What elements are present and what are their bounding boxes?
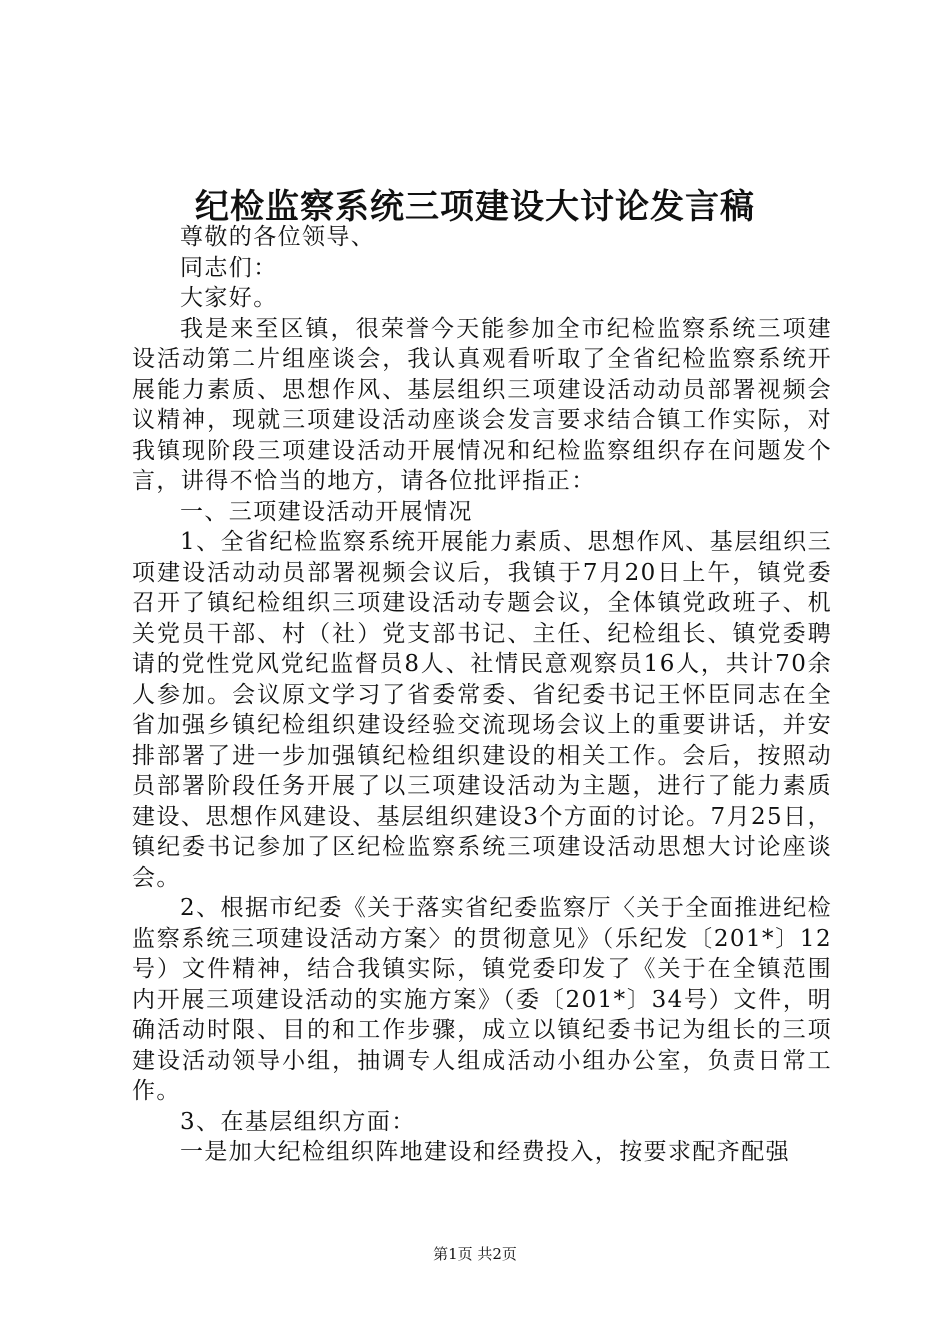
intro-paragraph: 我是来至区镇，很荣誉今天能参加全市纪检监察系统三项建设活动第二片组座谈会，我认真观看听取了全省纪检监察系统开展能力素质、思想作风、基层组织三项建设活动动员部署视频会议精神，现就三项建设活动座谈会发言要求结合镇工作实际，对我镇现阶段三项建设活动开展情况和纪检监察组织存在问题发个言，讲得不恰当的地方，请各位批评指正：: [132, 315, 832, 494]
document-title: 纪检监察系统三项建设大讨论发言稿: [195, 187, 755, 227]
paragraph-item-3: 3、在基层组织方面：: [180, 1108, 416, 1135]
greeting-line: 大家好。: [180, 285, 278, 311]
document-body: [132, 222, 832, 1168]
salutation-line-1: 尊敬的各位领导、: [180, 224, 376, 250]
paragraph-item-1: 1、全省纪检监察系统开展能力素质、思想作风、基层组织三项建设活动动员部署视频会议后，我镇于7月20日上午，镇党委召开了镇纪检组织三项建设活动专题会议，全体镇党政班子、机关党员干部、村（社）党支部书记、主任、纪检组长、镇党委聘请的党性党风党纪监督员8人、社情民意观察员16人，共计70余人参加。会议原文学习了省委常委、省纪委书记王怀臣同志在全省加强乡镇纪检组织建设经验交流现场会议上的重要讲话，并安排部署了进一步加强镇纪检组织建设的相关工作。会后，按照动员部署阶段任务开展了以三项建设活动为主题，进行了能力素质建设、思想作风建设、基层组织建设3个方面的讨论。7月25日，镇纪委书记参加了区纪检监察系统三项建设活动思想大讨论座谈会。: [132, 529, 832, 891]
salutation-line-2: 同志们：: [180, 254, 278, 281]
page-footer: 第1页 共2页: [433, 1245, 517, 1263]
paragraph-point-1: 一是加大纪检组织阵地建设和经费投入，按要求配齐配强: [180, 1139, 790, 1165]
paragraph-item-2: 2、根据市纪委《关于落实省纪委监察厅〈关于全面推进纪检监察系统三项建设活动方案〉的贯彻意见》（乐纪发〔201*〕12号）文件精神，结合我镇实际，镇党委印发了《关于在全镇范围内开展三项建设活动的实施方案》（委〔201*〕34号）文件，明确活动时限、目的和工作步骤，成立以镇纪委书记为组长的三项建设活动领导小组，抽调专人组成活动小组办公室，负责日常工作。: [132, 895, 832, 1104]
section-heading-1: 一、三项建设活动开展情况: [180, 498, 473, 525]
